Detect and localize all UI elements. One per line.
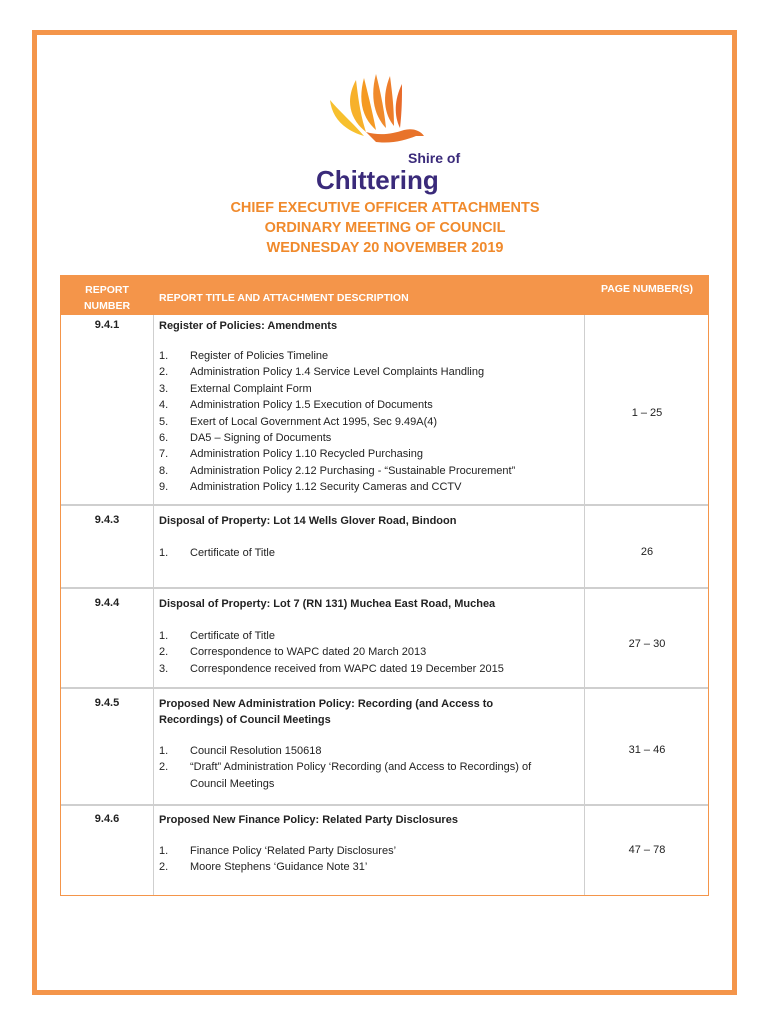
page-numbers: 1 – 25 (631, 407, 663, 419)
attachment-list (159, 843, 584, 876)
report-title: Disposal of Property: Lot 7 (RN 131) Muchea East Road, Muchea (159, 598, 496, 610)
column-divider (584, 315, 585, 895)
report-number: 9.4.3 (94, 514, 120, 526)
list-item: 1. Certificate of Title (159, 630, 275, 642)
bird-logo-icon (296, 70, 466, 195)
list-item: 1. Certificate of Title (159, 547, 275, 559)
list-item: 2. Administration Policy 1.4 Service Level Complaints Handling (159, 366, 485, 379)
report-number: 9.4.6 (94, 813, 120, 825)
list-item: 8. Administration Policy 2.12 Purchasing - “Sustainable Procurement” (159, 464, 516, 477)
report-number: 9.4.5 (94, 697, 120, 709)
attachment-list (159, 628, 584, 677)
list-item: 2. Moore Stephens ‘Guidance Note 31’ (159, 861, 368, 874)
list-item: 4. Administration Policy 1.5 Execution of Documents (159, 399, 433, 412)
attachment-list (159, 545, 584, 561)
logo-text-shire-of: Shire of (408, 150, 461, 166)
column-divider (153, 315, 154, 895)
report-title: Proposed New Administration Policy: Recording (and Access to Recordings) of Council Meetings (159, 698, 494, 726)
row-divider (61, 504, 708, 506)
list-item: 2. “Draft” Administration Policy ‘Recording (and Access to Recordings) of Council Meetings (159, 761, 532, 790)
header-report-number: REPORT NUMBER (83, 284, 131, 312)
list-item: 2. Correspondence to WAPC dated 20 March 2013 (159, 646, 427, 659)
list-item: 1. Register of Policies Timeline (159, 350, 329, 362)
list-item: 1. Finance Policy ‘Related Party Disclosures’ (159, 845, 397, 857)
list-item: 9. Administration Policy 1.12 Security Cameras and CCTV (159, 481, 462, 494)
list-item: 7. Administration Policy 1.10 Recycled Purchasing (159, 448, 423, 461)
page-numbers: 26 (640, 546, 654, 558)
shire-of-chittering-logo (296, 70, 466, 195)
list-item: 3. Correspondence received from WAPC dated 19 December 2015 (159, 662, 504, 675)
title-line-2: ORDINARY MEETING OF COUNCIL (264, 220, 506, 236)
report-title: Disposal of Property: Lot 14 Wells Glover Road, Bindoon (159, 515, 457, 527)
list-item: 6. DA5 – Signing of Documents (159, 432, 332, 445)
list-item: 3. External Complaint Form (159, 382, 312, 395)
report-title: Register of Policies: Amendments (159, 320, 338, 332)
report-number: 9.4.4 (94, 597, 120, 609)
list-item: 5. Exert of Local Government Act 1995, Sec 9.49A(4) (159, 415, 438, 428)
attachment-list (159, 743, 554, 792)
row-divider (61, 804, 708, 806)
table-header (61, 276, 708, 315)
page-numbers: 47 – 78 (628, 844, 666, 856)
document-title (0, 198, 770, 258)
page-numbers: 31 – 46 (628, 744, 666, 756)
title-line-1: CHIEF EXECUTIVE OFFICER ATTACHMENTS (230, 200, 540, 216)
row-divider (61, 687, 708, 689)
title-line-3: WEDNESDAY 20 NOVEMBER 2019 (266, 240, 504, 256)
page-numbers: 27 – 30 (628, 638, 666, 650)
header-description: REPORT TITLE AND ATTACHMENT DESCRIPTION (159, 292, 409, 304)
row-divider (61, 587, 708, 589)
attachment-list (159, 348, 584, 496)
header-page-numbers: PAGE NUMBER(S) (601, 283, 693, 295)
report-title: Proposed New Finance Policy: Related Party Disclosures (159, 814, 458, 826)
list-item: 1. Council Resolution 150618 (159, 745, 322, 757)
report-number: 9.4.1 (94, 319, 120, 331)
logo-text-chittering: Chittering (316, 165, 439, 195)
attachments-table (60, 275, 709, 896)
